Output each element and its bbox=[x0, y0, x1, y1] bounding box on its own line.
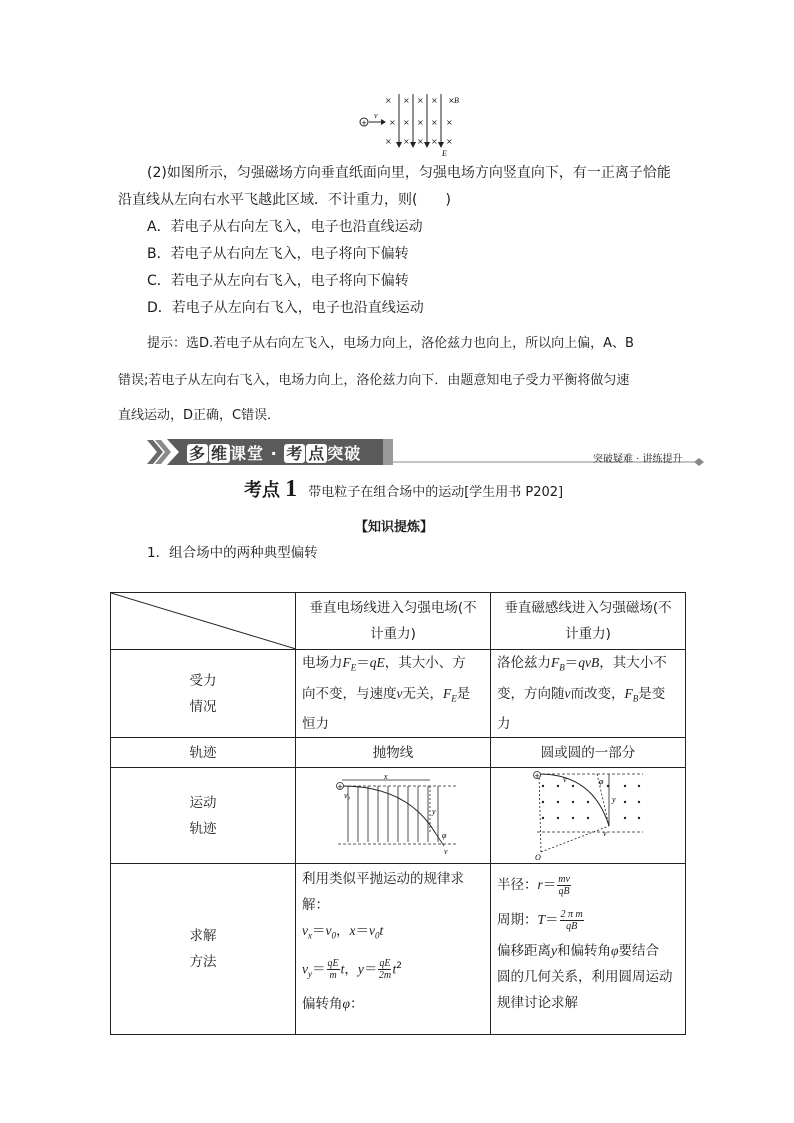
x-label: x bbox=[384, 771, 388, 781]
cell-method-magnetic: 半径：r＝ $\frac{mv}{qB}$ 周期：T＝ $\frac{\text{2 π m}}{qB}$ 偏移距离y和偏转角φ要结合 圆的几何关系，利用圆周运动 规律讨论求解 bbox=[491, 864, 686, 1035]
row-label-method: 求解 方法 bbox=[111, 864, 296, 1035]
question-stem-line1: (2)如图所示，匀强磁场方向垂直纸面向里，匀强电场方向竖直向下，有一正离子恰能 bbox=[147, 165, 671, 181]
center-o-label: O bbox=[535, 852, 541, 862]
y-label: y bbox=[432, 806, 436, 816]
hint-line3: 直线运动，D正确，C错误． bbox=[118, 408, 281, 423]
svg-text:×: × bbox=[417, 118, 424, 127]
banner-right-text: 突破疑难 · 讲练提升 bbox=[593, 454, 683, 465]
kaodian-number: 1 bbox=[285, 476, 298, 502]
row-label-motion: 运动 轨迹 bbox=[111, 768, 296, 864]
cell-traj-magnetic: 圆或圆的一部分 bbox=[491, 738, 686, 768]
b-y-label: y bbox=[612, 794, 616, 804]
svg-text:×: × bbox=[403, 96, 410, 105]
v0-label: v₀ bbox=[344, 790, 351, 800]
header-electric-field: 垂直电场线进入匀强电场(不 计重力) bbox=[296, 593, 491, 650]
svg-text:×: × bbox=[385, 137, 392, 146]
kaodian-title: 带电粒子在组合场中的运动[学生用书 P202] bbox=[308, 485, 564, 500]
row-label-trajectory: 轨迹 bbox=[111, 738, 296, 768]
table-row-method bbox=[111, 864, 686, 1035]
svg-text:×: × bbox=[431, 118, 438, 127]
row-label-force: 受力 情况 bbox=[111, 650, 296, 738]
hint-line2: 错误;若电子从左向右飞入，电场力向上，洛伦兹力向下．由题意知电子受力平衡将做匀速 bbox=[118, 373, 630, 388]
table-header-row bbox=[111, 593, 686, 650]
table-row-motion bbox=[111, 768, 686, 864]
svg-text:×: × bbox=[417, 96, 424, 105]
cell-force-magnetic: 洛伦兹力$F_B=qvB$，其大小不 变，方向随v而改变，$F_B$是变 力 bbox=[491, 650, 686, 738]
svg-text:×: × bbox=[385, 96, 392, 105]
b-v-bottom-label: v bbox=[603, 828, 607, 838]
v-label: v bbox=[374, 111, 378, 120]
section-banner bbox=[147, 438, 707, 466]
field-figure bbox=[355, 90, 470, 158]
svg-text:×: × bbox=[403, 118, 410, 127]
comparison-table bbox=[110, 592, 686, 1035]
option-d: D．若电子从左向右飞入，电子也沿直线运动 bbox=[147, 300, 424, 316]
svg-text:×: × bbox=[403, 137, 410, 146]
option-b: B．若电子从右向左飞入，电子将向下偏转 bbox=[147, 246, 409, 262]
svg-text:+: + bbox=[534, 771, 540, 780]
svg-text:×: × bbox=[446, 118, 453, 127]
svg-text:×: × bbox=[431, 96, 438, 105]
svg-text:×: × bbox=[448, 96, 455, 105]
magnetic-trajectory-diagram bbox=[513, 770, 663, 862]
question-stem-line2: 沿直线从左向右水平飞越此区域．不计重力，则( ) bbox=[118, 192, 451, 208]
cell-force-electric: 电场力$F_E=qE$，其大小、方 向不变，与速度v无关，$F_E$是 恒力 bbox=[296, 650, 491, 738]
b-v-top-label: v bbox=[563, 774, 567, 784]
phi-label: φ bbox=[442, 830, 447, 840]
diagonal-header-cell bbox=[111, 593, 296, 650]
header-magnetic-field: 垂直磁感线进入匀强磁场(不 计重力) bbox=[491, 593, 686, 650]
e-field-label: E bbox=[442, 149, 447, 158]
kaodian-label: 考点 bbox=[244, 480, 280, 501]
option-a: A．若电子从右向左飞入，电子也沿直线运动 bbox=[147, 219, 423, 235]
hint-line1: 提示：选D.若电子从右向左飞入，电场力向上，洛伦兹力也向上，所以向上偏，A、B bbox=[147, 336, 634, 351]
item-1-heading: 1．组合场中的两种典型偏转 bbox=[147, 545, 318, 561]
option-c: C．若电子从左向右飞入，电子将向下偏转 bbox=[147, 273, 409, 289]
cell-traj-electric: 抛物线 bbox=[296, 738, 491, 768]
svg-text:×: × bbox=[417, 137, 424, 146]
banner-title: 多 维 课堂 · 考 点 突破 bbox=[189, 444, 362, 463]
b-field-label: B bbox=[454, 96, 459, 105]
cell-motion-electric bbox=[296, 768, 491, 864]
table-row-force bbox=[111, 650, 686, 738]
kaodian-heading bbox=[244, 476, 563, 503]
v-label: v bbox=[444, 846, 448, 856]
table-row-trajectory bbox=[111, 738, 686, 768]
plus-label: + bbox=[361, 119, 367, 127]
cell-method-electric: 利用类似平抛运动的规律求 解： $v_x=v_0$，$x=v_0t$ $v_y=$ $\frac{qE}{m}$ t，y＝ $\frac{qE}{2m}$ $t^2$ 偏转角φ： bbox=[296, 864, 491, 1035]
b-phi-label: φ bbox=[599, 776, 604, 786]
electric-trajectory-diagram bbox=[318, 772, 468, 860]
svg-text:+: + bbox=[337, 782, 343, 791]
svg-text:×: × bbox=[389, 118, 396, 127]
svg-text:×: × bbox=[446, 137, 453, 146]
cell-motion-magnetic bbox=[491, 768, 686, 864]
knowledge-subtitle: 【知识提炼】 bbox=[355, 520, 434, 535]
svg-text:×: × bbox=[431, 137, 438, 146]
